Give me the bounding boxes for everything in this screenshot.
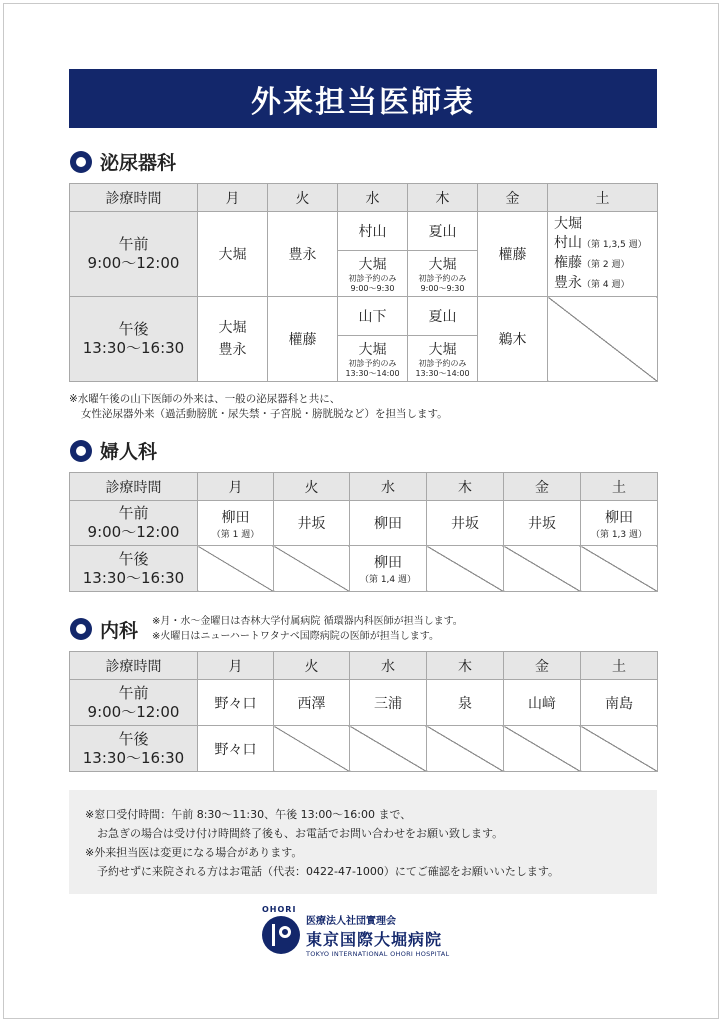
- header-sat: 土: [581, 473, 658, 501]
- uro-am-wed-bottom: 大堀 初診予約のみ 9:00〜9:30: [338, 251, 408, 297]
- header-fri: 金: [478, 184, 548, 212]
- header-mon: 月: [198, 184, 268, 212]
- header-wed: 水: [350, 473, 427, 501]
- urology-table: [69, 183, 658, 382]
- header-thu: 木: [408, 184, 478, 212]
- header-wed: 水: [338, 184, 408, 212]
- gynecology-table: [69, 472, 658, 592]
- uro-am-fri: 權藤: [478, 212, 548, 297]
- int-am-thu: 泉: [427, 680, 504, 726]
- gyn-pm-tue-empty: [274, 546, 350, 592]
- gyn-pm-sat-empty: [581, 546, 658, 592]
- page-title: 外来担当医師表: [69, 69, 657, 128]
- header-time: 診療時間: [70, 652, 198, 680]
- int-pm-wed-empty: [350, 726, 427, 772]
- header-sat: 土: [548, 184, 658, 212]
- header-tue: 火: [274, 652, 350, 680]
- time-pm: 午後 13:30〜16:30: [70, 297, 198, 382]
- gyn-pm-thu-empty: [427, 546, 504, 592]
- urology-heading: [70, 148, 176, 175]
- urology-note: ※水曜午後の山下医師の外来は、一般の泌尿器科と共に、 女性泌尿器外来（過活動膀胱・尿失禁・子宮脱・膀胱脱など）を担当します。: [69, 393, 448, 420]
- uro-pm-tue: 權藤: [268, 297, 338, 382]
- hospital-logo-icon: OHORI: [262, 916, 300, 954]
- gyn-am-mon: 柳田 （第 1 週）: [198, 501, 274, 546]
- int-am-sat: 南島: [581, 680, 658, 726]
- int-am-wed: 三浦: [350, 680, 427, 726]
- header-tue: 火: [274, 473, 350, 501]
- header-tue: 火: [268, 184, 338, 212]
- footer-notes: ※窓口受付時間：午前 8:30〜11:30、午後 13:00〜16:00 まで、 お急ぎの場合は受け付け時間終了後も、お電話でお問い合わせをお願い致します。 ※外来担当医は変更になる場合があります。 予約せずに来院される方はお電話（代表：0422-47-1000）にてご確認をお願いいたします。: [69, 790, 657, 894]
- gyn-am-sat: 柳田 （第 1,3 週）: [581, 501, 658, 546]
- header-thu: 木: [427, 473, 504, 501]
- gyn-am-fri: 井坂: [504, 501, 581, 546]
- int-pm-fri-empty: [504, 726, 581, 772]
- hospital-logo: [262, 905, 450, 958]
- uro-pm-sat-empty: [548, 297, 658, 382]
- uro-pm-wed-bottom: 大堀 初診予約のみ 13:30〜14:00: [338, 336, 408, 382]
- gyn-am-thu: 井坂: [427, 501, 504, 546]
- hospital-name-en: TOKYO INTERNATIONAL OHORI HOSPITAL: [306, 950, 450, 958]
- header-thu: 木: [427, 652, 504, 680]
- int-am-mon: 野々口: [198, 680, 274, 726]
- uro-am-sat: 大堀 村山（第 1,3,5 週） 権藤（第 2 週） 豊永（第 4 週）: [548, 212, 658, 297]
- time-am: 午前 9:00〜12:00: [70, 501, 198, 546]
- hospital-name: 東京国際大堀病院: [306, 930, 443, 949]
- uro-am-wed-top: 村山: [338, 212, 408, 251]
- gynecology-title: 婦人科: [100, 441, 158, 463]
- gyn-pm-mon-empty: [198, 546, 274, 592]
- header-time: 診療時間: [70, 473, 198, 501]
- int-pm-tue-empty: [274, 726, 350, 772]
- internal-title: 内科: [100, 619, 139, 642]
- header-mon: 月: [198, 652, 274, 680]
- time-am: 午前 9:00〜12:00: [70, 212, 198, 297]
- int-am-tue: 西澤: [274, 680, 350, 726]
- internal-heading: [70, 614, 463, 644]
- uro-am-thu-top: 夏山: [408, 212, 478, 251]
- uro-pm-mon: 大堀 豊永: [198, 297, 268, 382]
- time-am: 午前 9:00〜12:00: [70, 680, 198, 726]
- time-pm: 午後 13:30〜16:30: [70, 726, 198, 772]
- gyn-pm-wed: 柳田 （第 1,4 週）: [350, 546, 427, 592]
- bullet-icon: [70, 151, 92, 173]
- header-fri: 金: [504, 473, 581, 501]
- bullet-icon: [70, 618, 92, 640]
- int-pm-sat-empty: [581, 726, 658, 772]
- header-wed: 水: [350, 652, 427, 680]
- uro-pm-fri: 鵜木: [478, 297, 548, 382]
- internal-notes: ※月・水〜金曜日は杏林大学付属病院 循環器内科医師が担当します。 ※火曜日はニューハートワタナベ国際病院の医師が担当します。: [152, 616, 463, 642]
- gyn-am-wed: 柳田: [350, 501, 427, 546]
- uro-am-thu-bottom: 大堀 初診予約のみ 9:00〜9:30: [408, 251, 478, 297]
- header-time: 診療時間: [70, 184, 198, 212]
- header-fri: 金: [504, 652, 581, 680]
- uro-pm-wed-top: 山下: [338, 297, 408, 336]
- int-am-fri: 山﨑: [504, 680, 581, 726]
- gynecology-heading: [70, 437, 157, 464]
- uro-pm-thu-bottom: 大堀 初診予約のみ 13:30〜14:00: [408, 336, 478, 382]
- internal-table: [69, 651, 658, 772]
- uro-am-mon: 大堀: [198, 212, 268, 297]
- gyn-pm-fri-empty: [504, 546, 581, 592]
- int-pm-mon: 野々口: [198, 726, 274, 772]
- int-pm-thu-empty: [427, 726, 504, 772]
- uro-pm-thu-top: 夏山: [408, 297, 478, 336]
- time-pm: 午後 13:30〜16:30: [70, 546, 198, 592]
- gyn-am-tue: 井坂: [274, 501, 350, 546]
- uro-am-tue: 豊永: [268, 212, 338, 297]
- header-mon: 月: [198, 473, 274, 501]
- hospital-corp-name: 医療法人社団實理会: [306, 916, 396, 927]
- bullet-icon: [70, 440, 92, 462]
- urology-title: 泌尿器科: [100, 152, 177, 174]
- header-sat: 土: [581, 652, 658, 680]
